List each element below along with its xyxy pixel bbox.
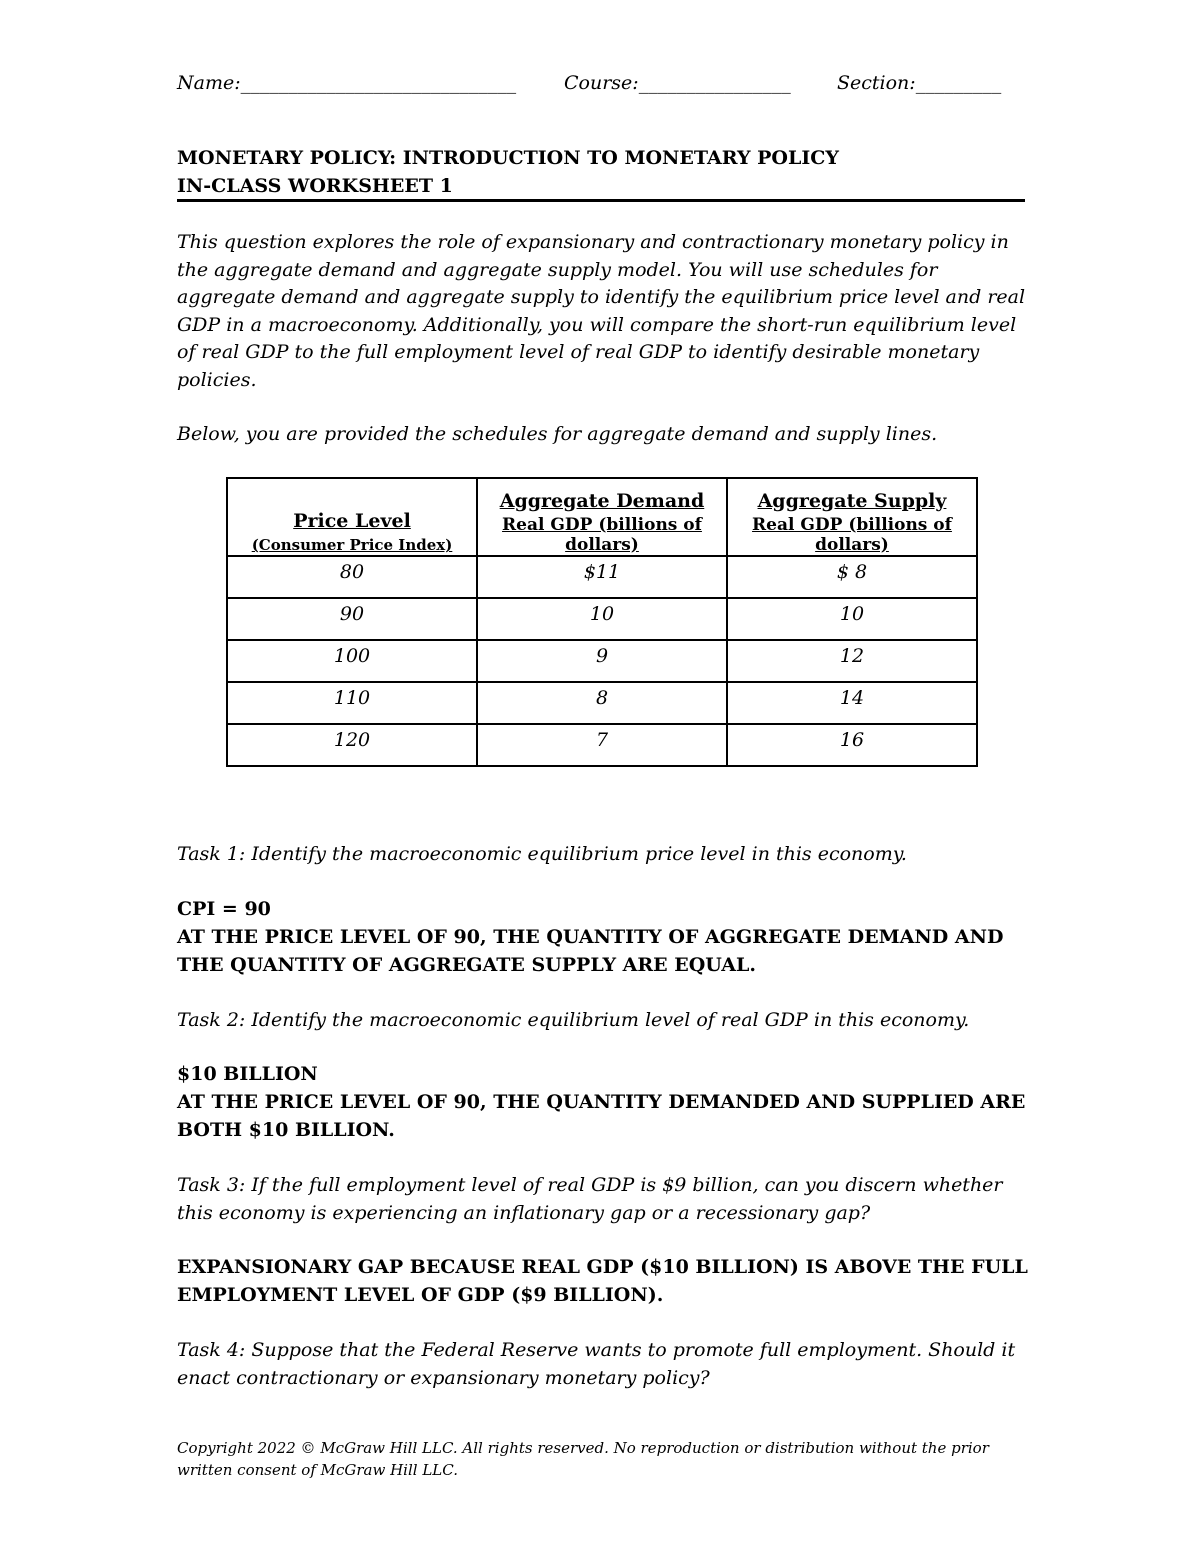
name-field: Name:_____________________________ xyxy=(177,72,517,94)
table-row xyxy=(227,598,977,640)
ad-as-schedule-table xyxy=(226,477,978,767)
task-2-question: Task 2: Identify the macroeconomic equilibrium level of real GDP in this economy. xyxy=(177,1009,970,1031)
header-sub-label: Real GDP (billions of dollars) xyxy=(752,515,952,555)
task-2-answer xyxy=(177,1060,1037,1144)
task-4-question: Task 4: Suppose that the Federal Reserve wants to promote full employment. Should it enact contractionary or expansionary monetary policy? xyxy=(177,1339,1016,1389)
task-3-answer: EXPANSIONARY GAP BECAUSE REAL GDP ($10 BILLION) IS ABOVE THE FULL EMPLOYMENT LEVEL OF GDP ($9 BILLION). xyxy=(177,1256,1028,1306)
table-cell: $ 8 xyxy=(727,556,977,598)
task-2-answer-line: $10 BILLION xyxy=(177,1063,318,1085)
header-sub-label: Real GDP (billions of dollars) xyxy=(502,515,702,555)
task-1-question: Task 1: Identify the macroeconomic equilibrium price level in this economy. xyxy=(177,843,907,865)
table-cell: 10 xyxy=(477,598,727,640)
table-cell: 10 xyxy=(727,598,977,640)
table-cell: 16 xyxy=(727,724,977,766)
table-row xyxy=(227,724,977,766)
task-1-answer-explanation: AT THE PRICE LEVEL OF 90, THE QUANTITY OF AGGREGATE DEMAND AND THE QUANTITY OF AGGREGATE SUPPLY ARE EQUAL. xyxy=(177,926,1004,976)
header-sub-label: (Consumer Price Index) xyxy=(251,536,453,554)
header-aggregate-supply xyxy=(727,478,977,556)
title-line-2: IN-CLASS WORKSHEET 1 xyxy=(177,175,453,197)
table-intro-paragraph: Below, you are provided the schedules for aggregate demand and supply lines. xyxy=(177,423,938,445)
table-cell: 14 xyxy=(727,682,977,724)
title-divider xyxy=(177,199,1025,202)
task-2-answer-explanation: AT THE PRICE LEVEL OF 90, THE QUANTITY DEMANDED AND SUPPLIED ARE BOTH $10 BILLION. xyxy=(177,1091,1026,1141)
section-field: Section:_________ xyxy=(837,72,1002,94)
table-row xyxy=(227,682,977,724)
table-cell: 7 xyxy=(477,724,727,766)
header-price-level xyxy=(227,478,477,556)
title-line-1: MONETARY POLICY: INTRODUCTION TO MONETARY POLICY xyxy=(177,147,839,169)
task-1-answer-line: CPI = 90 xyxy=(177,898,271,920)
intro-paragraph: This question explores the role of expansionary and contractionary monetary policy in the aggregate demand and aggregate supply model. You will use schedules for aggregate demand and aggregate supply to identify the equilibrium price level and real GDP in a macroeconomy. Additionally, you will compare the short-run equilibrium level of real GDP to the full employment level of real GDP to identify desirable monetary policies. xyxy=(177,231,1026,391)
table-cell: 80 xyxy=(227,556,477,598)
copyright-footer: Copyright 2022 © McGraw Hill LLC. All rights reserved. No reproduction or distribution without the prior written consent of McGraw Hill LLC. xyxy=(177,1439,989,1479)
table-header-row xyxy=(227,478,977,556)
intro-section xyxy=(177,229,1037,449)
header-main-label: Aggregate Demand xyxy=(499,490,705,512)
table-cell: 90 xyxy=(227,598,477,640)
table-cell: $11 xyxy=(477,556,727,598)
header-main-label: Aggregate Supply xyxy=(757,490,947,512)
course-field: Course:________________ xyxy=(564,72,791,94)
task-1-answer xyxy=(177,895,1037,979)
table-cell: 9 xyxy=(477,640,727,682)
table-row xyxy=(227,640,977,682)
table-row xyxy=(227,556,977,598)
worksheet-title xyxy=(177,144,1025,200)
table-cell: 12 xyxy=(727,640,977,682)
header-main-label: Price Level xyxy=(293,510,411,532)
table-cell: 120 xyxy=(227,724,477,766)
header-aggregate-demand xyxy=(477,478,727,556)
table-cell: 110 xyxy=(227,682,477,724)
table-cell: 8 xyxy=(477,682,727,724)
task-3-question: Task 3: If the full employment level of real GDP is $9 billion, can you discern whether this economy is experiencing an inflationary gap or a recessionary gap? xyxy=(177,1174,1003,1224)
table-cell: 100 xyxy=(227,640,477,682)
